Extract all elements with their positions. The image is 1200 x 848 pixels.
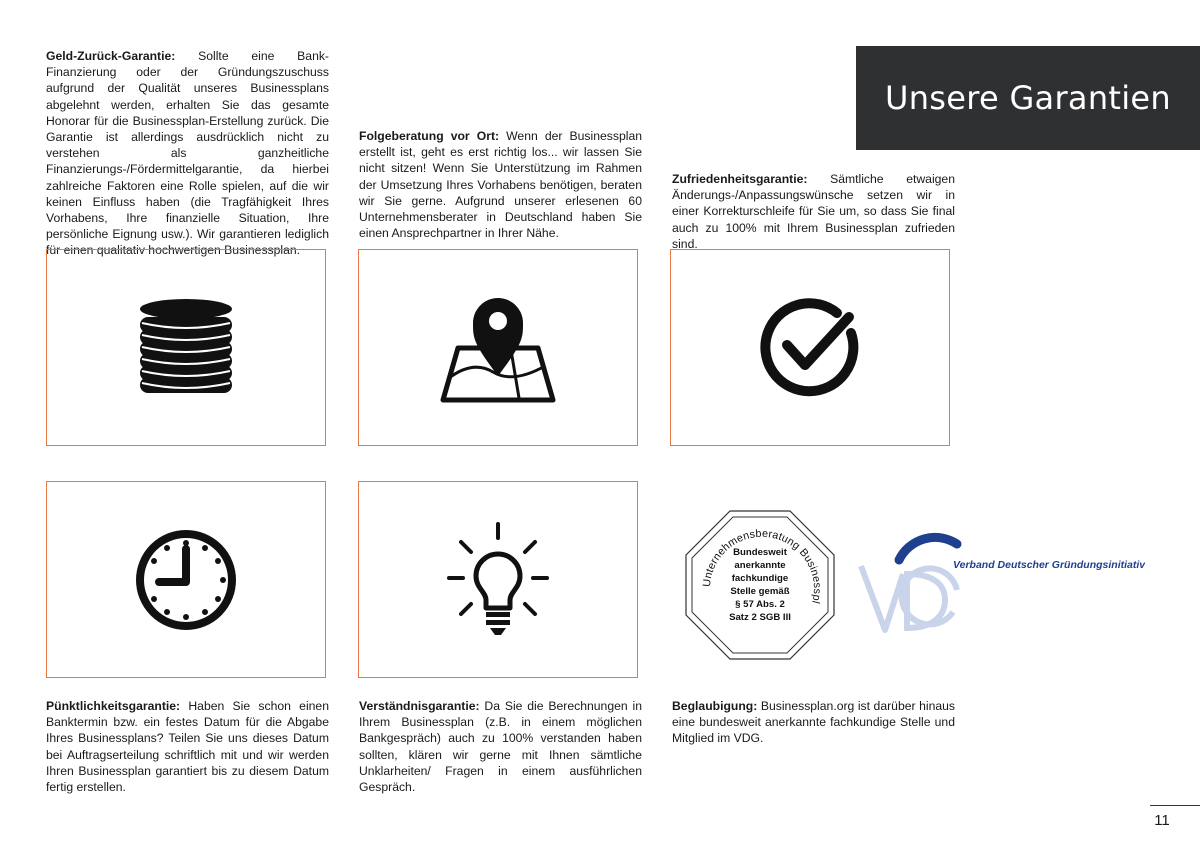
light-bulb-icon	[443, 520, 553, 640]
vdg-tagline: Verband Deutscher Gründungsinitiativen	[953, 559, 1145, 571]
coins-stack-icon	[126, 293, 246, 403]
beglaubigung-body: Businessplan.org ist darüber hinaus eine bundesweit anerkannte fachkundige Stelle und Mitglied im VDG.	[672, 699, 955, 746]
coins-box	[46, 249, 326, 446]
check-box	[670, 249, 950, 446]
seal-line: anerkannte	[734, 560, 786, 571]
vdg-logo	[855, 530, 1145, 640]
page-number: 11	[1154, 812, 1170, 829]
seal-arc-text: Unternehmensberatung Businesspl	[700, 527, 824, 605]
folgeberatung-body: Wenn der Businessplan erstellt ist, geht es erst richtig los... wir lassen Sie nicht sitzen! Wenn Sie Unterstützung im Rahmen der Umsetzung Ihres Vorhabens benötigen, beraten wir Sie gerne. Aufgrund unserer erlesenen 60 Unternehmensberater in Deutschland haben Sie einen Ansprechpartner in Ihrer Nähe.	[359, 129, 642, 241]
bulb-box	[358, 481, 638, 678]
zufriedenheit-text	[672, 171, 955, 252]
geld-zurueck-body: Sollte eine Bank-Finanzierung oder der Gründungszuschuss aufgrund der Qualität unseres Businessplans abgelehnt werden, erhalten Sie das gesamte Honorar für die Businessplan-Erstellung zurück. Die Garantie ist allerdings ausdrücklich nicht zu verstehen als ganzheitliche Finanzierungs-/Fördermittelgarantie, da hierbei zahlreiche Faktoren eine Rolle spielen, auf die wir keinen Einfluss haben (die Tragfähigkeit Ihres Vorhabens, Ihre finanzielle Situation, Ihre persönliche Eignung usw.). Wir garantieren lediglich für einen qualitativ hochwertigen Businessplan.	[46, 49, 329, 258]
seal-line: fachkundige	[731, 573, 789, 584]
seal-badge	[680, 505, 840, 665]
folgeberatung-text	[359, 128, 642, 241]
check-circle-icon	[755, 293, 865, 403]
footer-divider	[1150, 805, 1200, 806]
zufriedenheit-heading: Zufriedenheitsgarantie:	[672, 172, 808, 186]
puenktlichkeit-heading: Pünktlichkeitsgarantie:	[46, 699, 181, 713]
seal-line: § 57 Abs. 2	[735, 599, 785, 610]
zufriedenheit-body: Sämtliche etwaigen Änderungs-/Anpassungswünsche setzen wir in einer Korrekturschleife für Sie um, so dass Sie final auch zu 100% mit Ihrem Businessplan zufrieden sind.	[672, 172, 955, 251]
clock-box	[46, 481, 326, 678]
seal-line: Satz 2 SGB III	[729, 612, 791, 623]
seal-line: Stelle gemäß	[730, 586, 790, 597]
geld-zurueck-heading: Geld-Zurück-Garantie:	[46, 49, 176, 63]
clock-icon	[131, 525, 241, 635]
folgeberatung-heading: Folgeberatung vor Ort:	[359, 129, 500, 143]
beglaubigung-heading: Beglaubigung:	[672, 699, 758, 713]
map-box	[358, 249, 638, 446]
puenktlichkeit-text	[46, 698, 329, 795]
verstaendnis-text	[359, 698, 642, 795]
page-title: Unsere Garantien	[856, 46, 1200, 150]
verstaendnis-heading: Verständnisgarantie:	[359, 699, 480, 713]
beglaubigung-text	[672, 698, 955, 747]
verstaendnis-body: Da Sie die Berechnungen in Ihrem Businessplan (z.B. in einem möglichen Bankgespräch) auch zu 100% verstanden haben sollten, klären wir gerne mit Ihnen sämtliche Unklarheiten/ Fragen in einem ausführlichen Gespräch.	[359, 699, 642, 795]
seal-line: Bundesweit	[733, 547, 787, 558]
map-pin-icon	[433, 288, 563, 408]
puenktlichkeit-body: Haben Sie schon einen Banktermin bzw. ein festes Datum für die Abgabe Ihres Businessplans? Teilen Sie uns dieses Datum bei Auftragserteilung schriftlich mit und wir werden Ihren Businessplan garantiert bis zu diesem Datum fertig erstellen.	[46, 699, 329, 795]
geld-zurueck-text	[46, 48, 329, 259]
